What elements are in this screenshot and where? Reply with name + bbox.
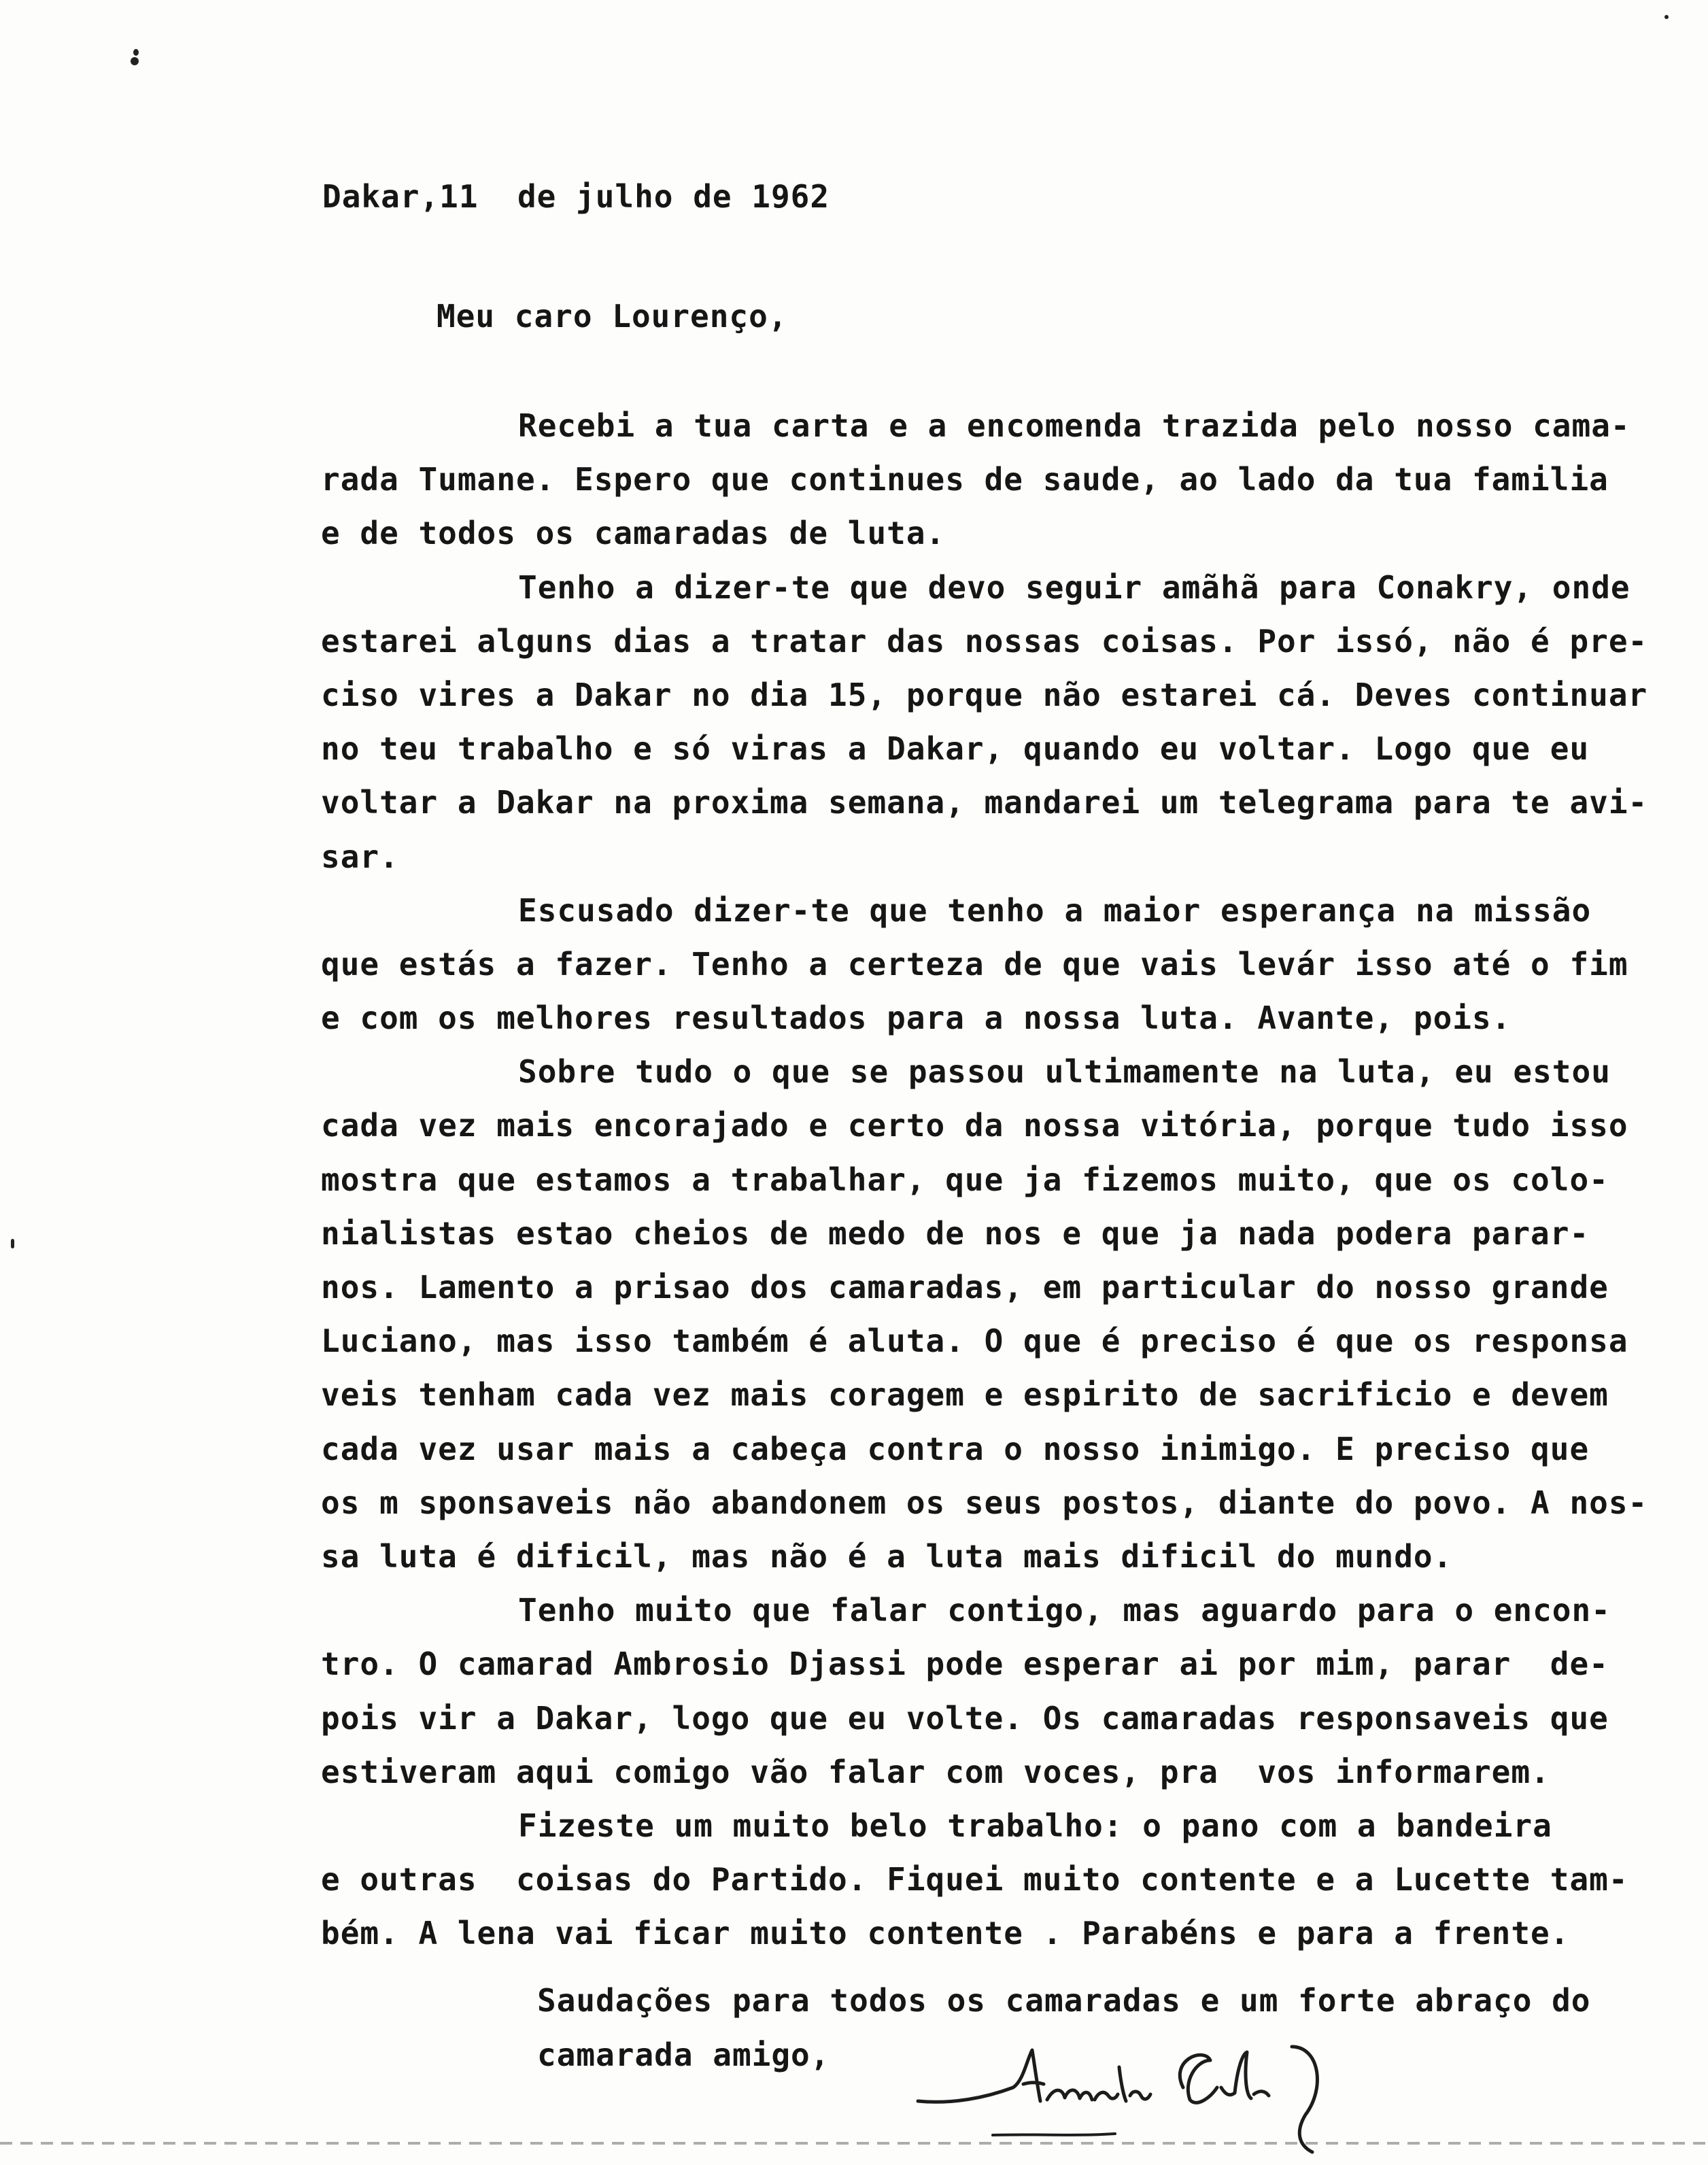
ink-speck [131, 57, 139, 65]
body-line: Sobre tudo o que se passou ultimamente na luta, eu estou [518, 1053, 1611, 1091]
body-line: mostra que estamos a trabalhar, que ja fizemos muito, que os colo- [321, 1161, 1609, 1198]
body-line: tro. O camarad Ambrosio Djassi pode esperar ai por mim, parar de- [321, 1646, 1609, 1683]
closing-line: camarada amigo, [537, 2036, 830, 2073]
letter-salutation: Meu caro Lourenço, [437, 298, 788, 335]
body-line: estarei alguns dias a tratar das nossas coisas. Por issó, não é pre- [321, 622, 1648, 660]
body-line: pois vir a Dakar, logo que eu volte. Os camaradas responsaveis que [321, 1699, 1609, 1737]
body-line: e outras coisas do Partido. Fiquei muito contente e a Lucette tam- [321, 1861, 1628, 1898]
body-line: que estás a fazer. Tenho a certeza de que vais levár isso até o fim [321, 945, 1628, 983]
body-line: Escusado dizer-te que tenho a maior esperança na missão [518, 891, 1592, 929]
body-line: Tenho a dizer-te que devo seguir amãhã para Conakry, onde [518, 568, 1630, 606]
body-line: rada Tumane. Espero que continues de saude, ao lado da tua familia [321, 461, 1609, 498]
body-line: veis tenham cada vez mais coragem e espirito de sacrificio e devem [321, 1376, 1609, 1414]
closing-line: Saudações para todos os camaradas e um forte abraço do [537, 1982, 1591, 2019]
body-line: Fizeste um muito belo trabalho: o pano com a bandeira [518, 1807, 1552, 1844]
ink-speck [133, 49, 139, 56]
body-line: cada vez usar mais a cabeça contra o nosso inimigo. E preciso que [321, 1430, 1590, 1467]
bottom-edge-rule [0, 2142, 1708, 2145]
body-line: e com os melhores resultados para a nossa luta. Avante, pois. [321, 1000, 1511, 1037]
body-line: os m sponsaveis não abandonem os seus postos, diante do povo. A nos- [321, 1484, 1648, 1521]
ink-speck [11, 1239, 14, 1248]
ink-speck [1664, 15, 1669, 19]
body-line: cada vez mais encorajado e certo da nossa vitória, porque tudo isso [321, 1107, 1628, 1144]
body-line: Tenho muito que falar contigo, mas aguardo para o encon- [518, 1592, 1611, 1629]
body-line: no teu trabalho e só viras a Dakar, quando eu voltar. Logo que eu [321, 730, 1590, 768]
body-line: sa luta é dificil, mas não é a luta mais dificil do mundo. [321, 1537, 1453, 1575]
body-line: Luciano, mas isso também é aluta. O que é preciso é que os responsa [321, 1323, 1628, 1360]
body-line: nialistas estao cheios de medo de nos e que ja nada podera parar- [321, 1214, 1590, 1252]
body-line: estiveram aqui comigo vão falar com voces, pra vos informarem. [321, 1753, 1550, 1790]
handwritten-signature [911, 2019, 1346, 2155]
letter-date: Dakar,11 de julho de 1962 [322, 178, 830, 215]
body-line: ciso vires a Dakar no dia 15, porque não estarei cá. Deves continuar [321, 676, 1648, 713]
body-line: e de todos os camaradas de luta. [321, 515, 946, 552]
body-line: nos. Lamento a prisao dos camaradas, em particular do nosso grande [321, 1269, 1609, 1306]
body-line: sar. [321, 838, 399, 875]
body-line: Recebi a tua carta e a encomenda trazida pelo nosso cama- [518, 407, 1630, 444]
body-line: bém. A lena vai ficar muito contente . Parabéns e para a frente. [321, 1915, 1570, 1952]
letter-body [321, 399, 1681, 1960]
body-line: voltar a Dakar na proxima semana, mandarei um telegrama para te avi- [321, 784, 1648, 821]
